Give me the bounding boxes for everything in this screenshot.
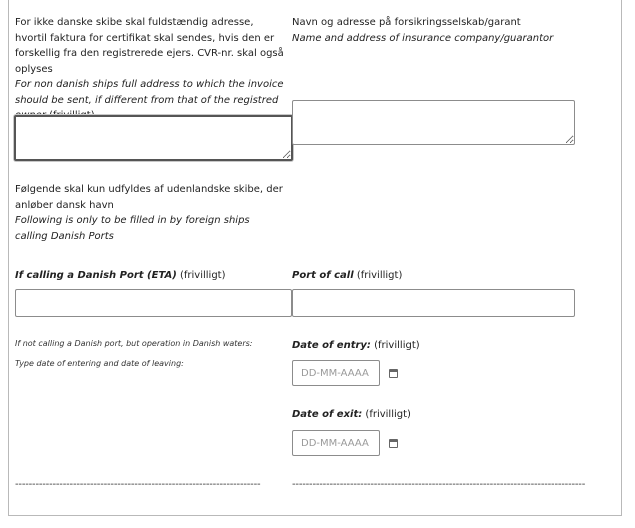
- danish-waters-line2: Type date of entering and date of leaving:: [15, 359, 184, 368]
- date-of-entry-label: [292, 338, 420, 354]
- separator-right: --------------------------------------------------------------------------------------: [292, 479, 586, 490]
- invoice-address-label-da: For ikke danske skibe skal fuldstændig adresse, hvortil faktura for certifikat skal sendes, hvis den er forskellig fra den registrerede ejers. CVR-nr. skal også oplyses: [15, 17, 284, 75]
- invoice-address-label: [15, 15, 287, 124]
- eta-label: [15, 268, 226, 284]
- calendar-icon[interactable]: [389, 439, 398, 448]
- date-of-entry-input[interactable]: [292, 360, 380, 386]
- insurance-label-da: Navn og adresse på forsikringsselskab/garant: [292, 17, 521, 28]
- danish-waters-hint: [15, 358, 184, 370]
- eta-label-text: If calling a Danish Port (ETA): [15, 270, 177, 281]
- date-of-exit-label-text: Date of exit:: [292, 409, 363, 420]
- calendar-icon[interactable]: [389, 369, 398, 378]
- optional-hint: (frivilligt): [356, 270, 403, 281]
- foreign-ships-note: [15, 182, 285, 244]
- insurance-label-en: Name and address of insurance company/guarantor: [292, 32, 554, 44]
- date-of-exit-label: [292, 407, 411, 423]
- optional-hint: (frivilligt): [374, 340, 420, 351]
- date-of-entry-label-text: Date of entry:: [292, 340, 371, 351]
- foreign-note-da: Følgende skal kun udfyldes af udenlandske skibe, der anløber dansk havn: [15, 184, 283, 211]
- optional-hint: (frivilligt): [365, 409, 411, 420]
- separator-left: ------------------------------------------------------------------------: [15, 479, 261, 490]
- insurance-label: [292, 15, 592, 46]
- foreign-note-en: Following is only to be filled in by foreign ships calling Danish Ports: [15, 215, 250, 242]
- optional-hint: (frivilligt): [179, 270, 226, 281]
- date-of-exit-input[interactable]: [292, 430, 380, 456]
- port-of-call-input[interactable]: [292, 289, 575, 317]
- port-of-call-label-text: Port of call: [292, 270, 354, 281]
- invoice-address-textarea[interactable]: [14, 115, 293, 161]
- danish-waters-line1: If not calling a Danish port, but operation in Danish waters:: [15, 339, 253, 348]
- danish-waters-note: [15, 338, 253, 350]
- insurance-textarea[interactable]: [292, 100, 575, 145]
- invoice-address-label-en: For non danish ships full address to which the invoice should be sent, if different from that of the registred: [15, 79, 284, 106]
- eta-input[interactable]: [15, 289, 292, 317]
- port-of-call-label: [292, 268, 402, 284]
